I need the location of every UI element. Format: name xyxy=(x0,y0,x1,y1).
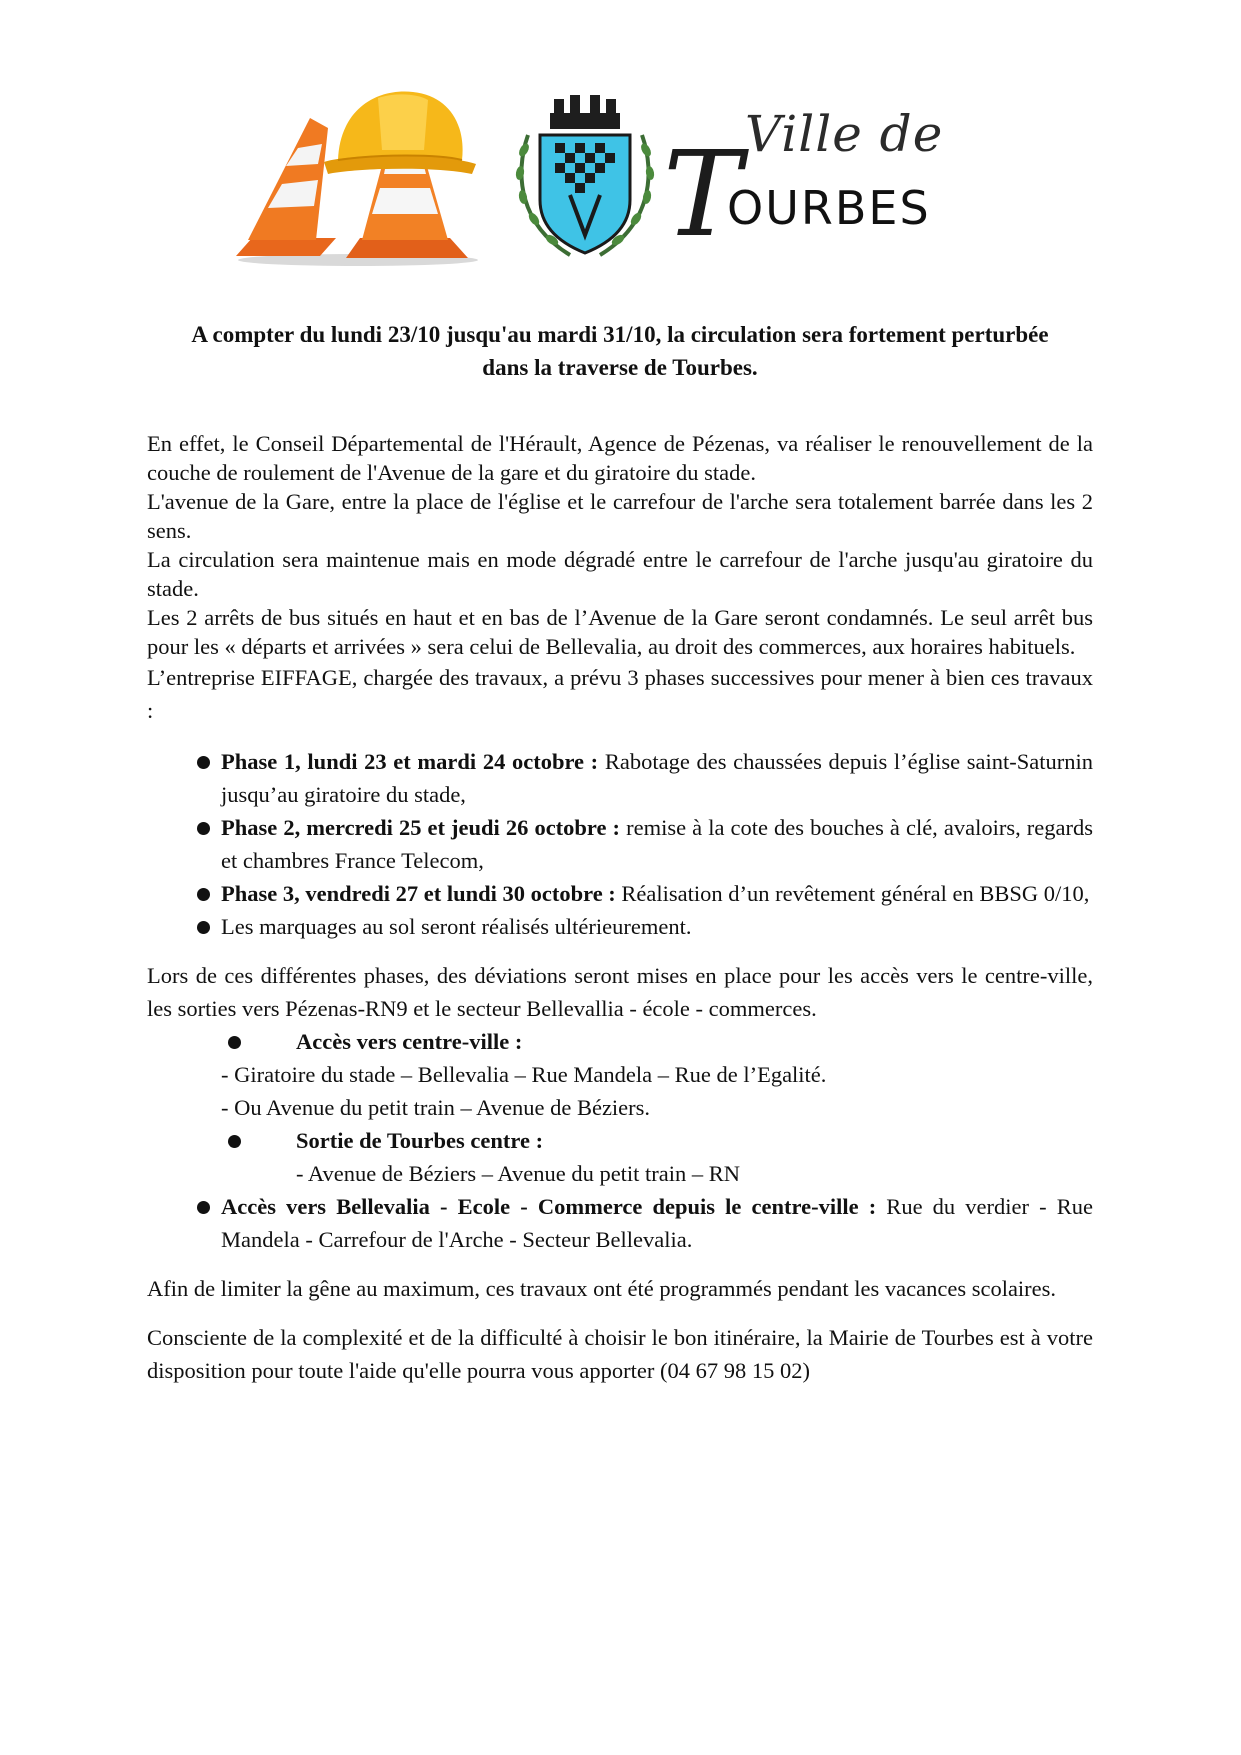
exit-centre-route: - Avenue de Béziers – Avenue du petit train – RN xyxy=(296,1161,741,1186)
phase-label: Phase 2, mercredi 25 et jeudi 26 octobre : xyxy=(221,815,621,840)
phase-text: Les marquages au sol seront réalisés ultérieurement. xyxy=(221,914,692,939)
list-item xyxy=(147,877,1093,910)
phase-text: Réalisation d’un revêtement général en BBSG 0/10, xyxy=(615,881,1090,906)
phase-text: Rabotage des chaussées depuis l’église saint-Saturnin jusqu’au giratoire du stade, xyxy=(221,749,1093,807)
intro-paragraph: L’entreprise EIFFAGE, chargée des travaux, a prévu 3 phases successives pour mener à bien ces travaux : xyxy=(147,665,1093,723)
intro-paragraph: La circulation sera maintenue mais en mode dégradé entre le carrefour de l'arche jusqu'au giratoire du stade. xyxy=(147,547,1093,601)
letterhead xyxy=(0,0,1241,290)
notice-headline xyxy=(147,318,1093,384)
list-item xyxy=(147,910,1093,943)
bullet-icon xyxy=(197,888,210,901)
phase-label: Phase 1, lundi 23 et mardi 24 octobre : xyxy=(221,749,599,774)
phase-label: Phase 3, vendredi 27 et lundi 30 octobre : xyxy=(221,881,616,906)
town-wordmark xyxy=(655,105,955,263)
list-item xyxy=(147,811,1093,877)
intro-paragraph: Les 2 arrêts de bus situés en haut et en bas de l’Avenue de la Gare seront condamnés. Le seul arrêt bus pour les « départs et arrivées » sera celui de Bellevalia, au droit des commerces, aux horaires habituels. xyxy=(147,605,1093,659)
access-centre-heading xyxy=(147,1025,1093,1058)
access-centre-route-1: - Giratoire du stade – Bellevalia – Rue Mandela – Rue de l’Egalité. xyxy=(221,1062,827,1087)
list-item xyxy=(147,1190,1093,1256)
access-centre-title: Accès vers centre-ville : xyxy=(296,1029,523,1054)
bullet-icon xyxy=(197,1201,210,1214)
exit-centre-title: Sortie de Tourbes centre : xyxy=(296,1128,544,1153)
bullet-icon xyxy=(197,756,210,769)
phase-text: remise à la cote des bouches à clé, avaloirs, regards et chambres France Telecom, xyxy=(221,815,1093,873)
bullet-icon xyxy=(197,921,210,934)
roadworks-cones-icon xyxy=(228,88,488,268)
bellevalia-list xyxy=(147,1190,1093,1256)
intro-paragraph: En effet, le Conseil Départemental de l'Hérault, Agence de Pézenas, va réaliser le renouvellement de la couche de roulement de l'Avenue de la gare et du giratoire du stade. xyxy=(147,431,1093,485)
bullet-icon xyxy=(228,1036,241,1049)
bullet-icon xyxy=(197,822,210,835)
bullet-icon xyxy=(228,1135,241,1148)
phases-list xyxy=(147,745,1093,943)
list-item xyxy=(147,745,1093,811)
exit-centre-heading xyxy=(147,1124,1093,1157)
bellevalia-label: Accès vers Bellevalia - Ecole - Commerce depuis le centre-ville : xyxy=(221,1194,877,1219)
town-crest-icon xyxy=(510,95,660,265)
bellevalia-text: Rue du verdier - Rue Mandela - Carrefour de l'Arche - Secteur Bellevalia. xyxy=(221,1194,1093,1252)
wordmark-name: OURBES xyxy=(727,181,931,235)
access-routes xyxy=(147,1025,1093,1256)
intro-paragraph: L'avenue de la Gare, entre la place de l'église et le carrefour de l'arche sera totalement barrée dans les 2 sens. xyxy=(147,489,1093,543)
access-centre-route-2: - Ou Avenue du petit train – Avenue de Béziers. xyxy=(221,1095,651,1120)
headline-line-1: A compter du lundi 23/10 jusqu'au mardi 31/10, la circulation sera fortement perturbée xyxy=(191,322,1049,347)
notice-body xyxy=(147,318,1093,1387)
wordmark-initial: T xyxy=(663,125,742,263)
headline-line-2: dans la traverse de Tourbes. xyxy=(482,355,758,380)
intro-section xyxy=(147,429,1093,727)
closing-paragraph: Afin de limiter la gêne au maximum, ces travaux ont été programmés pendant les vacances scolaires. xyxy=(147,1276,1057,1301)
closing-paragraph: Consciente de la complexité et de la difficulté à choisir le bon itinéraire, la Mairie de Tourbes est à votre disposition pour toute l'aide qu'elle pourra vous apporter (04 67 98 15 02) xyxy=(147,1325,1093,1383)
wordmark-script: Ville de xyxy=(745,105,944,163)
deviations-intro: Lors de ces différentes phases, des déviations seront mises en place pour les accès vers le centre-ville, les sorties vers Pézenas-RN9 et le secteur Bellevallia - école - commerces. xyxy=(147,963,1093,1021)
